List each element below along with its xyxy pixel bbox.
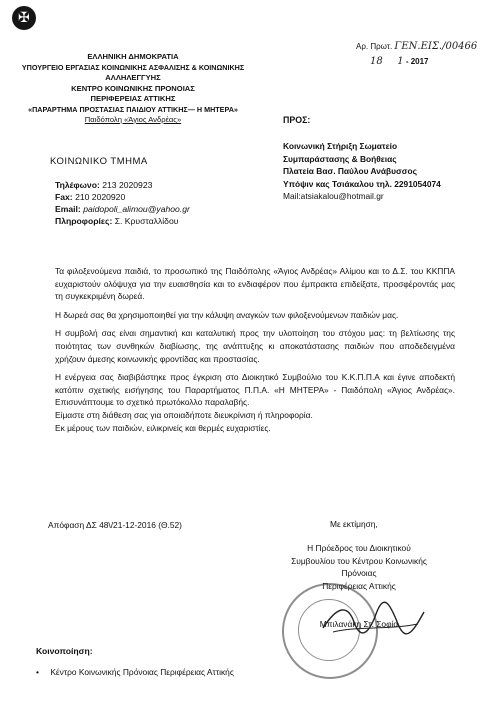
signatory-name: Μπιλανάκη Στ. Σοφία (319, 619, 399, 629)
department-title: ΚΟΙΝΩΝΙΚΟ ΤΜΗΜΑ (50, 156, 148, 167)
signature-line: Πρόνοιας (341, 568, 377, 578)
handwritten-signature (318, 600, 428, 640)
body-paragraph: Η συμβολή σας είναι σημαντική και καταλυτική προς την υλοποίηση του στόχου μας: τη βελτίωσης της ποιότητας των συνθηκών διαβίωσης, της ανάπτυξης κι αποκατάστασης παιδιών που αποδεδειγμένα χρήζουν άμεσης κοινωνικής φροντίδας και προστασίας. (55, 328, 455, 364)
greek-coat-of-arms-icon: ✠ (12, 6, 36, 30)
signature-closing: Με εκτίμηση, (330, 519, 378, 529)
header-line: ΕΛΛΗΝΙΚΗ ΔΗΜΟΚΡΑΤΙΑ (87, 52, 179, 61)
body-paragraph: Είμαστε στη διάθεση σας για οποιαδήποτε διευκρίνιση ή πληροφορία. (55, 409, 313, 420)
protocol-label: Αρ. Πρωτ. (356, 42, 393, 51)
recipient-line: Κοινωνική Στήριξη Σωματείο (283, 141, 398, 151)
cc-label: Κοινοποίηση: (36, 646, 93, 656)
phone-value: 213 2020923 (102, 180, 153, 190)
protocol-number: ΓΕΝ.ΕΙΣ./00466 (394, 41, 478, 52)
header-line: ΥΠΟΥΡΓΕΙΟ ΕΡΓΑΣΙΑΣ ΚΟΙΝΩΝΙΚΗΣ ΑΣΦΑΛΙΣΗΣ & ΚΟΙΝΩΝΙΚΗΣ (21, 62, 245, 72)
email-label: Email: (55, 204, 81, 214)
fax-label: Fax: (55, 192, 73, 202)
phone-label: Τηλέφωνο: (55, 180, 100, 190)
protocol-year: - 2017 (405, 57, 429, 66)
protocol-block (356, 40, 498, 68)
recipient-label: ΠΡΟΣ: (283, 115, 311, 125)
recipient-line: Συμπαράστασης & Βοήθειας (283, 153, 397, 164)
body-paragraph: Τα φιλοξενούμενα παιδιά, το προσωπικό της Παιδόπολης «Άγιος Ανδρέας» Αλίμου και το Δ.Σ. του ΚΚΠΠΑ ευχαριστούν ολόψυχα για την ευαισθησία και το ενδιαφέρον που έμπρακτα επιδείξατε, προσφέροντάς μας τη συγκεκριμένη δωρεά. (55, 266, 455, 302)
info-label: Πληροφορίες: (55, 216, 113, 226)
header-line: ΚΕΝΤΡΟ ΚΟΙΝΩΝΙΚΗΣ ΠΡΟΝΟΙΑΣ (71, 83, 195, 93)
body-paragraph: Η δωρεά σας θα χρησιμοποιηθεί για την κάλυψη αναγκών των φιλοξενούμενων παιδιών μας. (55, 309, 399, 320)
signature-line: Συμβουλίου του Κέντρου Κοινωνικής (291, 555, 427, 566)
bullet-icon: • (36, 667, 39, 677)
recipient-address (283, 140, 441, 203)
recipient-line: Υπόψιν κας Τσιάκαλου τηλ. 2291054074 (283, 178, 441, 189)
signature-line: Περιφέρειας Αττικής (322, 580, 396, 591)
info-value: Σ. Κρυσταλλίδου (114, 216, 179, 226)
header-line: ΠΕΡΙΦΕΡΕΙΑΣ ΑΤΤΙΚΗΣ (90, 94, 176, 103)
protocol-month: 1 (397, 56, 404, 67)
issuer-header (4, 52, 262, 126)
cc-list (36, 667, 234, 677)
signature-line: Η Πρόεδρος του Διοικητικού (307, 543, 411, 553)
contact-block (55, 179, 190, 227)
recipient-line: Mail:atsiakalou@hotmail.gr (283, 191, 384, 201)
header-line: ΑΛΛΗΛΕΓΓΥΗΣ (105, 73, 161, 82)
decision-reference: Απόφαση ΔΣ 48\/21-12-2016 (Θ.52) (48, 520, 182, 530)
body-paragraph: Εκ μέρους των παιδιών, ειλικρινείς και θερμές ευχαριστίες. (55, 422, 271, 433)
letter-body (55, 265, 455, 434)
cc-item: Κέντρο Κοινωνικής Πρόνοιας Περιφέρειας Αττικής (50, 667, 234, 677)
body-paragraph: Η ενέργεια σας διαβιβάστηκε προς έγκριση στο Διοικητικό Συμβούλιο του Κ.Κ.Π.Π.Α και έγινε αποδεκτή κατόπιν σχετικής εισήγησης του Παραρτήματος Π.Π.Α. «Η ΜΗΤΕΡΑ» - Παιδόπολη «Άγιος Ανδρέας». Επισυνάπτουμε το σχετικό πρωτόκολλο παραλαβής. (55, 372, 455, 408)
fax-value: 210 2020920 (75, 192, 126, 202)
protocol-day: 18 (370, 56, 383, 67)
email-value: paidopoli_alimou@yahoo.gr (83, 204, 190, 214)
recipient-line: Πλατεία Βασ. Παύλου Ανάβυσσος (283, 166, 417, 176)
header-line: Παιδόπολη «Άγιος Ανδρέας» (84, 115, 182, 124)
header-line: «ΠΑΡΑΡΤΗΜΑ ΠΡΟΣΤΑΣΙΑΣ ΠΑΙΔΙΟΥ ΑΤΤΙΚΗΣ— Η ΜΗΤΕΡΑ» (28, 104, 238, 114)
